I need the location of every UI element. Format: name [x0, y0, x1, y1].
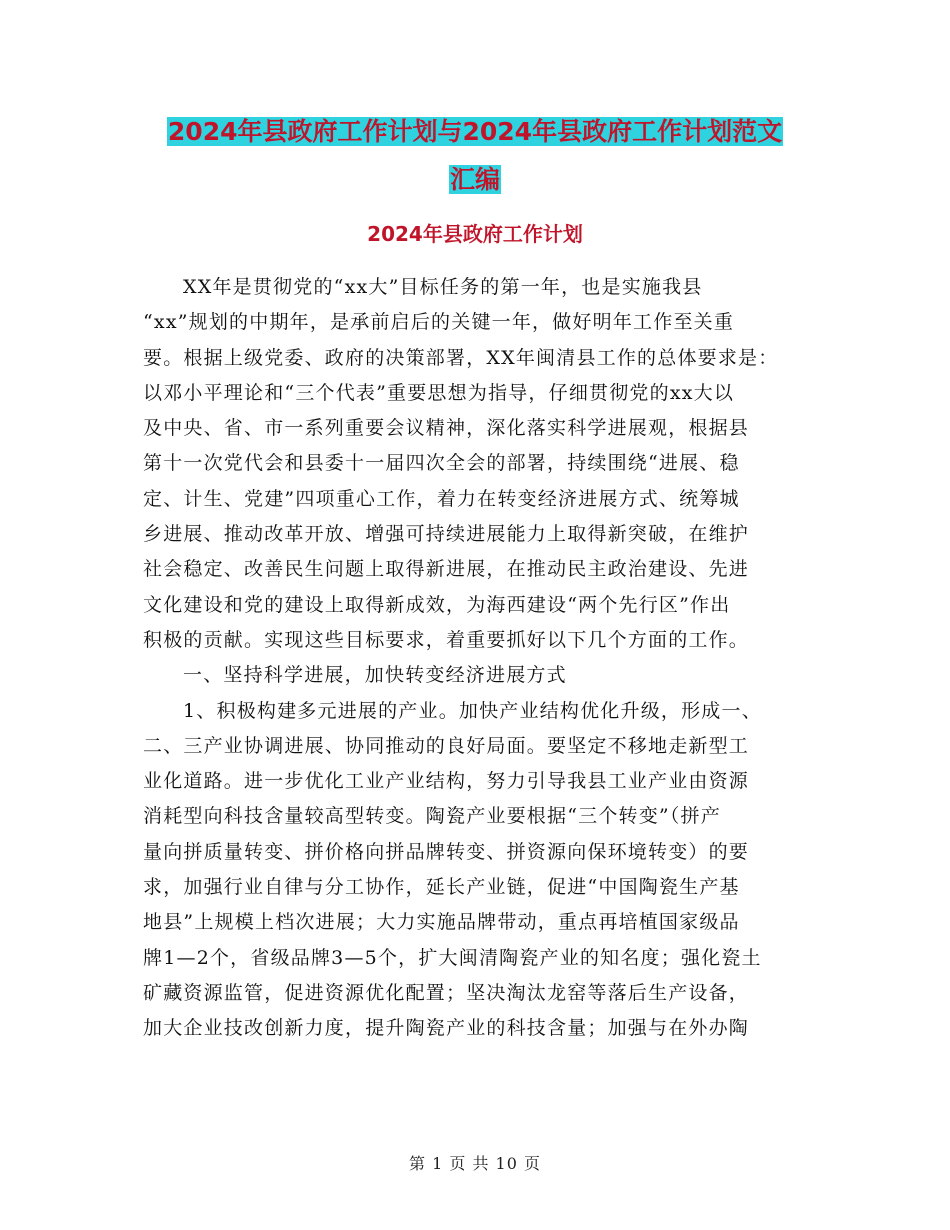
text-line: 及中央、省、市一系列重要会议精神，深化落实科学进展观，根据县 [143, 417, 750, 440]
text-line: 二、三产业协调进展、协同推动的良好局面。要坚定不移地走新型工 [143, 734, 750, 757]
text-line: 以邓小平理论和“三个代表”重要思想为指导，仔细贯彻党的xx大以 [143, 381, 735, 404]
text-line: 第十一次党代会和县委十一届四次全会的部署，持续围绕“进展、稳 [143, 452, 740, 475]
section-heading: 一、坚持科学进展，加快转变经济进展方式 [183, 664, 567, 687]
text-line: 矿藏资源监管，促进资源优化配置；坚决淘汰龙窑等落后生产设备， [143, 981, 750, 1004]
text-line: XX年是贯彻党的“xx大”目标任务的第一年，也是实施我县 [183, 276, 703, 298]
text-line: 量向拼质量转变、拼价格向拼品牌转变、拼资源向保环境转变）的要 [143, 840, 750, 863]
text-line: 加大企业技改创新力度，提升陶瓷产业的科技含量；加强与在外办陶 [143, 1017, 750, 1040]
document-title [140, 108, 810, 204]
text-line: 求，加强行业自律与分工协作，延长产业链，促进“中国陶瓷生产基 [143, 876, 740, 899]
text-line: 文化建设和党的建设上取得新成效，为海西建设“两个先行区”作出 [143, 593, 731, 616]
text-line: 社会稳定、改善民生问题上取得新进展，在推动民主政治建设、先进 [143, 558, 750, 581]
page-footer: 第 1 页 共 10 页 [409, 1154, 541, 1173]
body-text [143, 270, 803, 1047]
text-line: 地县”上规模上档次进展；大力实施品牌带动，重点再培植国家级品 [143, 911, 740, 934]
text-line: 1、积极构建多元进展的产业。加快产业结构优化升级，形成一、 [183, 699, 762, 722]
text-line: 要。根据上级党委、政府的决策部署，XX年闽清县工作的总体要求是： [143, 346, 779, 369]
text-line: 业化道路。进一步优化工业产业结构，努力引导我县工业产业由资源 [143, 770, 750, 793]
text-line: 消耗型向科技含量较高型转变。陶瓷产业要根据“三个转变”（拼产 [143, 805, 721, 828]
section-title: 2024年县政府工作计划 [367, 222, 583, 246]
document-title-line-1: 2024年县政府工作计划与2024年县政府工作计划范文 [167, 117, 783, 146]
text-line: 乡进展、推动改革开放、增强可持续进展能力上取得新突破，在维护 [143, 523, 750, 546]
text-line: 牌1—2个，省级品牌3—5个，扩大闽清陶瓷产业的知名度；强化瓷土 [143, 946, 762, 969]
text-line: 积极的贡献。实现这些目标要求，着重要抓好以下几个方面的工作。 [143, 628, 750, 651]
document-title-line-2: 汇编 [449, 165, 500, 194]
text-line: “xx”规划的中期年，是承前启后的关键一年，做好明年工作至关重 [143, 311, 735, 334]
text-line: 定、计生、党建”四项重心工作，着力在转变经济进展方式、统筹城 [143, 487, 740, 510]
